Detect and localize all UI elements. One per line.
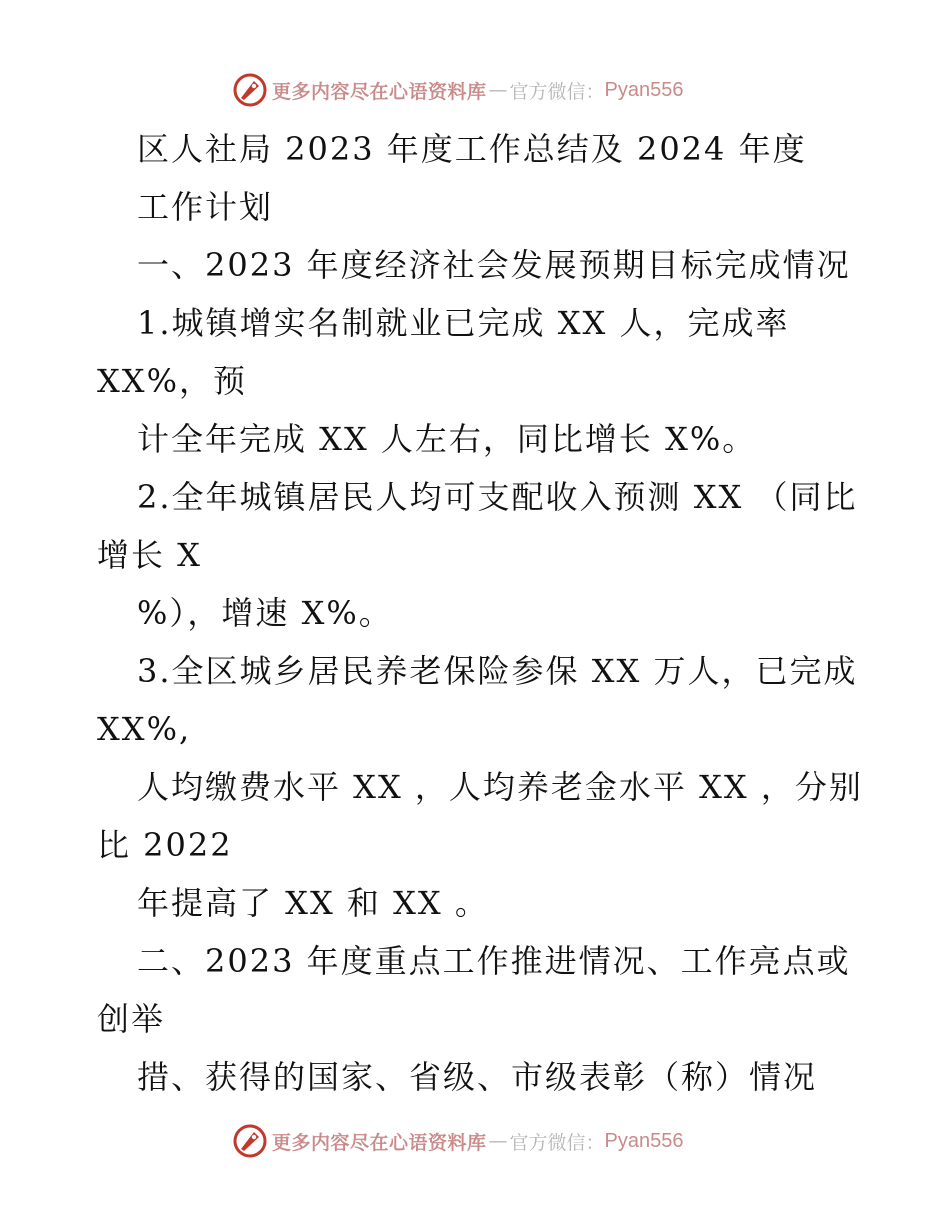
paragraph-line: 2.全年城镇居民人均可支配收入预测 XX （同比 [137, 478, 858, 516]
document-title-line-1: 区人社局 2023 年度工作总结及 2024 年度 [137, 130, 807, 168]
section-heading-1: 一、2023 年度经济社会发展预期目标完成情况 [137, 246, 851, 284]
paragraph-line: 创举 [97, 1000, 166, 1038]
document-body [97, 120, 877, 1106]
watermark-account: Pyan556 [604, 78, 684, 101]
paragraph-line: 3.全区城乡居民养老保险参保 XX 万人，已完成 [137, 652, 858, 690]
watermark-account: Pyan556 [604, 1129, 684, 1152]
watermark-separator: — [488, 79, 508, 101]
watermark-official-label: 官方微信： [509, 1131, 605, 1154]
paragraph-line: 增长 X [97, 536, 202, 574]
paragraph-line: 人均缴费水平 XX ，人均养老金水平 XX ，分别 [137, 768, 863, 806]
paragraph-line: XX%，预 [97, 362, 247, 400]
footer-watermark-banner [232, 1123, 684, 1159]
paragraph-line: 年提高了 XX 和 XX 。 [137, 884, 489, 922]
pen-nib-logo-icon [232, 1123, 268, 1159]
paragraph-line: 比 2022 [97, 826, 233, 864]
paragraph-line: 计全年完成 XX 人左右，同比增长 X%。 [137, 420, 757, 458]
paragraph-line: XX%, [97, 710, 192, 748]
header-watermark-banner [232, 72, 684, 108]
watermark-official-label: 官方微信： [509, 80, 605, 103]
watermark-separator: — [488, 1130, 508, 1152]
paragraph-line: 1.城镇增实名制就业已完成 XX 人，完成率 [137, 304, 790, 342]
watermark-slogan: 更多内容尽在心语资料库 [272, 80, 487, 103]
document-title-line-2: 工作计划 [137, 188, 274, 226]
watermark-slogan: 更多内容尽在心语资料库 [272, 1131, 487, 1154]
paragraph-line: 措、获得的国家、省级、市级表彰（称）情况 [137, 1058, 818, 1096]
paragraph-line: %），增速 X%。 [137, 594, 393, 632]
section-heading-2: 二、2023 年度重点工作推进情况、工作亮点或 [137, 942, 851, 980]
pen-nib-logo-icon [232, 72, 268, 108]
